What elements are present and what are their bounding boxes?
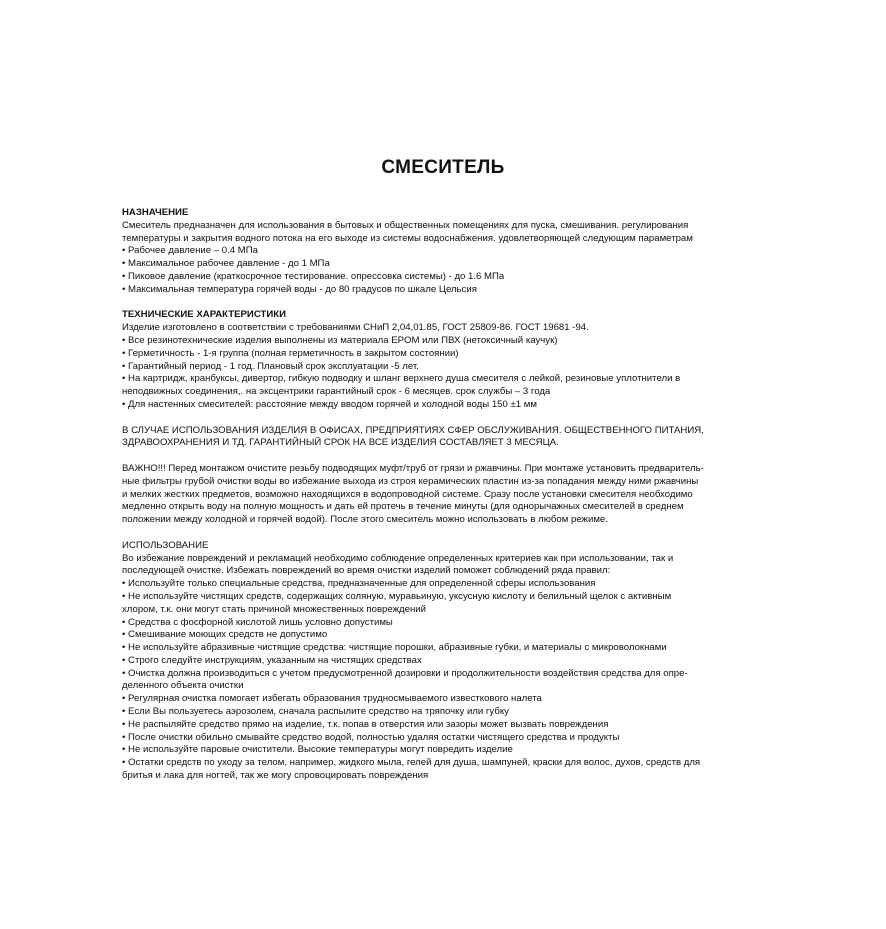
paragraph-gap (122, 527, 772, 540)
page-title: СМЕСИТЕЛЬ (381, 157, 505, 178)
text-line: и мелких жестких предметов, возможно находящихся в водопроводной системе. Сразу после установки смесителя необходимо (122, 488, 693, 500)
section-heading: ТЕХНИЧЕСКИЕ ХАРАКТЕРИСТИКИ (122, 309, 287, 321)
text-line: медленно открыть воду на полную мощность и дать ей протечь в течение минуты (для однорычажных смесителей в среднем (122, 501, 684, 513)
text-line: ИСПОЛЬЗОВАНИЕ (122, 539, 209, 551)
text-line: • Максимальная температура горячей воды - до 80 градусов по шкале Цельсия (122, 283, 477, 295)
text-line: Изделие изготовлено в соответствии с требованиями СНиП 2,04,01.85, ГОСТ 25809-86. ГОСТ 19681 -94. (122, 322, 589, 334)
text-line: • Не используйте абразивные чистящие средства: чистящие порошки, абразивные губки, и материалы с микроволокнами (122, 642, 667, 654)
text-line: Смеситель предназначен для использования в бытовых и общественных помещениях для пуска, смешивания. регулирования (122, 219, 689, 231)
text-line: • Регулярная очистка помогает избегать образования трудносмываемого известкового налета (122, 693, 542, 705)
text-line: последующей очистке. Избежать повреждений во время очистки изделий поможет соблюдений ряда правил: (122, 565, 611, 577)
text-line: • Максимальное рабочее давление - до 1 МПа (122, 258, 330, 270)
document-body (122, 207, 772, 783)
text-line: • Остатки средств по уходу за телом, например, жидкого мыла, гелей для душа, шампуней, краски для волос, духов, средств для (122, 757, 701, 769)
text-line: • Для настенных смесителей: расстояние между вводом горячей и холодной воды 150 ±1 мм (122, 398, 537, 410)
section-heading: НАЗНАЧЕНИЕ (122, 207, 189, 218)
paragraph-gap (122, 450, 772, 463)
text-line: • Пиковое давление (краткосрочное тестирование. опрессовка системы) - до 1.6 МПа (122, 270, 505, 282)
text-line: ВАЖНО!!! Перед монтажом очистите резьбу подводящих муфт/труб от грязи и ржавчины. При монтаже установить предваритель- (122, 462, 704, 474)
text-line: бритья и лака для ногтей, так же могу спровоцировать повреждения (122, 770, 429, 782)
paragraph-gap (122, 297, 772, 310)
text-line: • Используйте только специальные средства, предназначенные для определенной сферы использования (122, 578, 596, 590)
text-line: ЗДРАВООХРАНЕНИЯ И ТД. ГАРАНТИЙНЫЙ СРОК НА ВСЕ ИЗДЕЛИЯ СОСТАВЛЯЕТ 3 МЕСЯЦА. (122, 437, 559, 449)
text-line: • Средства с фосфорной кислотой лишь условно допустимы (122, 616, 393, 628)
text-line: деленного объекта очистки (122, 680, 244, 692)
paragraph-gap (122, 412, 772, 425)
text-line: • Гарантийный период - 1 год. Плановый срок эксплуатации -5 лет. (122, 360, 419, 372)
text-line: • Рабочее давление – 0.4 МПа (122, 245, 259, 257)
text-line: • Смешивание моющих средств не допустимо (122, 629, 328, 641)
text-line: • Строго следуйте инструкциям, указанным на чистящих средствах (122, 654, 422, 666)
text-line: Во избежание повреждений и рекламаций необходимо соблюдение определенных критериев как при использовании, так и (122, 552, 674, 564)
text-line: • Очистка должна производиться с учетом предусмотренной дозировки и продолжительности воздействия средства для опре- (122, 667, 688, 679)
text-line: • Если Вы пользуетесь аэрозолем, сначала распылите средство на тряпочку или губку (122, 706, 509, 718)
text-line: положении между холодной и горячей водой). После этого смеситель можно использовать в любом режиме. (122, 514, 608, 526)
text-line: температуры и закрытия водного потока на его выходе из системы водоснабжения. удовлетворяющей следующим параметрам (122, 232, 693, 244)
text-line: В СЛУЧАЕ ИСПОЛЬЗОВАНИЯ ИЗДЕЛИЯ В ОФИСАХ, ПРЕДПРИЯТИЯХ СФЕР ОБСЛУЖИВАНИЯ. ОБЩЕСТВЕННОГО ПИТАНИЯ, (122, 424, 704, 436)
text-line: • Герметичность - 1-я группа (полная герметичность в закрытом состоянии) (122, 347, 459, 359)
text-line: неподвижных соединения,. на эксцентрики гарантийный срок - 6 месяцев. срок службы – 3 года (122, 386, 551, 398)
text-line: ные фильтры грубой очистки воды во избежание выхода из строя керамических пластин из-за попадания между ними ржавчины (122, 475, 699, 487)
text-line: • Все резинотехнические изделия выполнены из материала EPOM или ПВХ (нетоксичный каучук) (122, 334, 558, 346)
text-line: • Не используйте паровые очистители. Высокие температуры могут повредить изделие (122, 744, 513, 756)
text-line: хлором, т.к. они могут стать причиной множественных повреждений (122, 603, 426, 615)
text-line: • Не используйте чистящих средств, содержащих соляную, муравьиную, уксусную кислоту и белильный щелок с активным (122, 590, 672, 602)
text-line: • Не распыляйте средство прямо на изделие, т.к. попав в отверстия или зазоры может вызвать повреждения (122, 718, 609, 730)
text-line: • После очистки обильно смывайте средство водой, полностью удаляя остатки чистящего средства и продукты (122, 731, 620, 743)
text-line: • На картридж, кранбуксы, дивертор, гибкую подводку и шланг верхнего душа смесителя с лейкой, резиновые уплотнители в (122, 373, 681, 385)
